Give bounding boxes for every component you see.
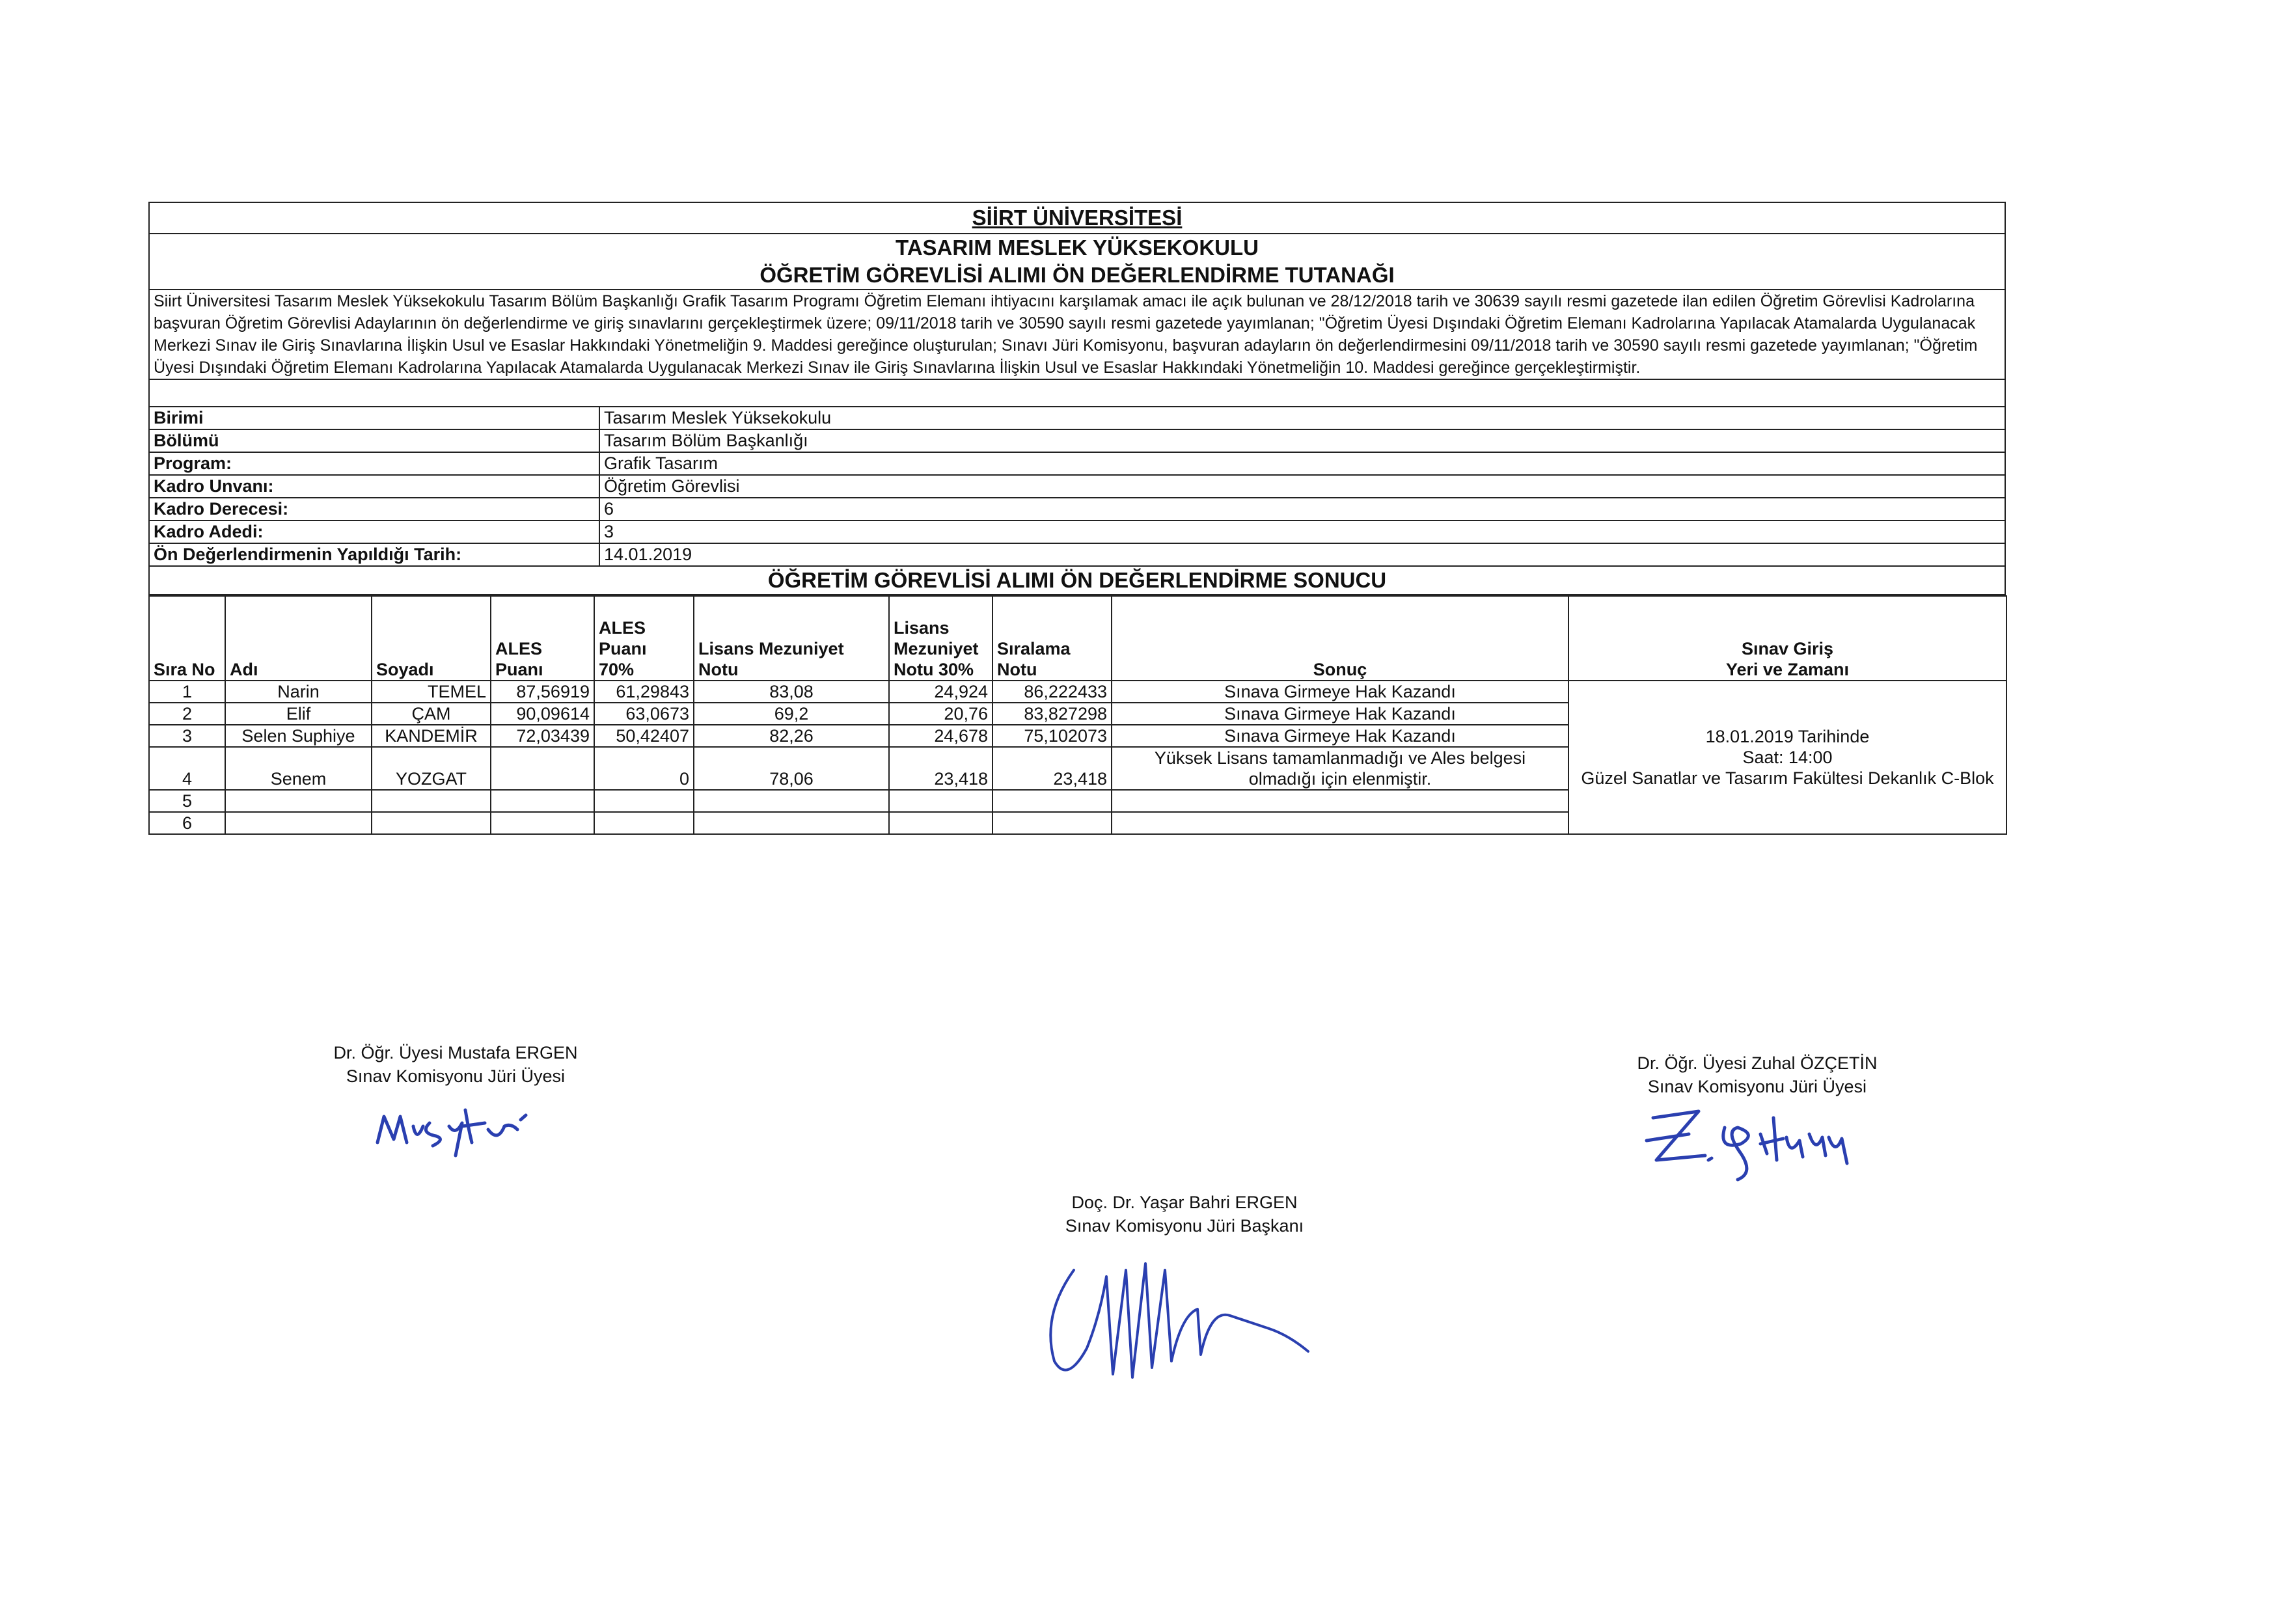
col-sinav-line1: Sınav Giriş <box>1741 639 1834 658</box>
cell-sira: 1 <box>149 681 225 703</box>
cell-lisans30: 20,76 <box>889 703 992 725</box>
cell-lisans30 <box>889 812 992 834</box>
signature-block-2 <box>1588 1051 1926 1189</box>
cell-siralama: 75,102073 <box>992 725 1112 747</box>
cell-lisans <box>694 812 889 834</box>
cell-adi: Selen Suphiye <box>225 725 372 747</box>
cell-ales: 87,56919 <box>491 681 594 703</box>
cell-sonuc <box>1112 703 1568 725</box>
cell-sonuc-line1: Sınava Girmeye Hak Kazandı <box>1224 726 1456 746</box>
cell-sira: 2 <box>149 703 225 725</box>
col-sinav <box>1568 596 2006 681</box>
info-label: Birimi <box>149 407 599 429</box>
col-adi: Adı <box>225 596 372 681</box>
cell-adi <box>225 790 372 812</box>
cell-ales <box>491 747 594 790</box>
cell-ales70: 0 <box>594 747 694 790</box>
results-header-row <box>149 596 2006 681</box>
cell-sonuc <box>1112 747 1568 790</box>
col-lisans30-line3: Notu 30% <box>894 660 974 679</box>
cell-lisans: 82,26 <box>694 725 889 747</box>
col-siralama-line1: Sıralama <box>997 639 1071 658</box>
cell-soyadi <box>372 812 491 834</box>
info-label: Kadro Derecesi: <box>149 498 599 521</box>
cell-siralama <box>992 790 1112 812</box>
col-ales70 <box>594 596 694 681</box>
signer-name: Dr. Öğr. Üyesi Mustafa ERGEN <box>333 1043 578 1062</box>
cell-sonuc-line1: Sınava Girmeye Hak Kazandı <box>1224 704 1456 724</box>
cell-sonuc-line1: Yüksek Lisans tamamlanmadığı ve Ales belgesi <box>1154 748 1526 768</box>
cell-ales: 90,09614 <box>491 703 594 725</box>
cell-sonuc <box>1112 725 1568 747</box>
spacer <box>148 380 2006 406</box>
cell-sonuc <box>1112 812 1568 834</box>
info-value: Öğretim Görevlisi <box>599 475 2005 498</box>
col-lisans <box>694 596 889 681</box>
cell-lisans30: 23,418 <box>889 747 992 790</box>
signer-role: Sınav Komisyonu Jüri Üyesi <box>1647 1077 1867 1096</box>
cell-sonuc-line1: Sınava Girmeye Hak Kazandı <box>1224 682 1456 701</box>
col-sonuc: Sonuç <box>1112 596 1568 681</box>
school-title-cell <box>149 234 2005 290</box>
cell-soyadi: YOZGAT <box>372 747 491 790</box>
cell-lisans: 83,08 <box>694 681 889 703</box>
cell-sonuc <box>1112 681 1568 703</box>
col-soyadi: Soyadı <box>372 596 491 681</box>
info-row <box>149 521 2005 543</box>
results-table <box>148 595 2007 835</box>
col-ales <box>491 596 594 681</box>
cell-sira: 5 <box>149 790 225 812</box>
cell-sira: 6 <box>149 812 225 834</box>
results-title: ÖĞRETİM GÖREVLİSİ ALIMI ÖN DEĞERLENDİRME SONUCU <box>149 567 2005 595</box>
signature-block-3 <box>1015 1191 1354 1394</box>
signature-mustafa <box>358 1097 553 1162</box>
info-label: Program: <box>149 452 599 475</box>
info-label: Kadro Adedi: <box>149 521 599 543</box>
cell-ales <box>491 790 594 812</box>
info-value: Tasarım Meslek Yüksekokulu <box>599 407 2005 429</box>
cell-adi: Narin <box>225 681 372 703</box>
intro-paragraph: Siirt Üniversitesi Tasarım Meslek Yüksekokulu Tasarım Bölüm Başkanlığı Grafik Tasarım Programı Öğretim Elemanı ihtiyacını karşılamak amacı ile açık bulunan ve 28/12/2018 tarih ve 30639 sayılı resmi gazetede ilan edilen Öğretim Görevlisi Kadrolarına başvuran Öğretim Görevlisi Adaylarının ön değerlendirme ve giriş sınavlarını gerçekleştirmek üzere; 09/11/2018 tarih ve 30590 sayılı resmi gazetede yayımlanan; "Öğretim Üyesi Dışındaki Öğretim Elemanı Kadrolarına Yapılacak Atamalarda Uygulanacak Merkezi Sınav ile Giriş Sınavlarına İlişkin Usul ve Esaslar Hakkındaki Yönetmeliğin 9. Maddesi gereğince oluşturulan; Sınavı Jüri Komisyonu, başvuran adayların ön değerlendirmesini 09/11/2018 tarih ve 30590 sayılı resmi gazetede yayımlanan; "Öğretim Üyesi Dışındaki Öğretim Elemanı Kadrolarına Yapılacak Atamalarda Uygulanacak Merkezi Sınav ile Giriş Sınavlarına İlişkin Usul ve Esaslar Hakkındaki Yönetmeliğin 10. Maddesi gereğince gerçekleştirmiştir. <box>149 290 2005 379</box>
document <box>148 202 2006 835</box>
cell-siralama: 23,418 <box>992 747 1112 790</box>
signer-role: Sınav Komisyonu Jüri Üyesi <box>346 1066 566 1086</box>
signer-role: Sınav Komisyonu Jüri Başkanı <box>1065 1216 1304 1236</box>
cell-lisans: 78,06 <box>694 747 889 790</box>
signature-yasar <box>1015 1238 1354 1394</box>
col-siralama-line2: Notu <box>997 660 1037 679</box>
info-value: 14.01.2019 <box>599 543 2005 566</box>
table-row <box>149 681 2006 703</box>
col-siralama <box>992 596 1112 681</box>
exam-date: 18.01.2019 Tarihinde <box>1705 727 1870 746</box>
col-sinav-line2: Yeri ve Zamanı <box>1725 660 1850 679</box>
cell-sonuc-line2: olmadığı için elenmiştir. <box>1248 769 1432 789</box>
cell-ales70: 63,0673 <box>594 703 694 725</box>
info-row <box>149 452 2005 475</box>
document-title: ÖĞRETİM GÖREVLİSİ ALIMI ÖN DEĞERLENDİRME TUTANAĞI <box>760 263 1395 287</box>
results-title-table <box>148 567 2006 595</box>
col-lisans-line1: Lisans Mezuniyet <box>698 639 844 658</box>
cell-sira: 4 <box>149 747 225 790</box>
info-row <box>149 498 2005 521</box>
col-ales70-line3: 70% <box>599 660 635 679</box>
cell-soyadi <box>372 790 491 812</box>
cell-lisans: 69,2 <box>694 703 889 725</box>
col-lisans30-line1: Lisans <box>894 618 950 638</box>
cell-exam-info <box>1568 681 2006 834</box>
info-label: Ön Değerlendirmenin Yapıldığı Tarih: <box>149 543 599 566</box>
cell-sira: 3 <box>149 725 225 747</box>
col-lisans-line2: Notu <box>698 660 739 679</box>
cell-ales70 <box>594 790 694 812</box>
info-row <box>149 543 2005 566</box>
cell-ales: 72,03439 <box>491 725 594 747</box>
cell-soyadi: KANDEMİR <box>372 725 491 747</box>
cell-sonuc <box>1112 790 1568 812</box>
university-name: SİİRT ÜNİVERSİTESİ <box>149 202 2005 234</box>
cell-lisans30: 24,678 <box>889 725 992 747</box>
cell-siralama: 86,222433 <box>992 681 1112 703</box>
info-value: Tasarım Bölüm Başkanlığı <box>599 429 2005 452</box>
cell-lisans30: 24,924 <box>889 681 992 703</box>
signer-name: Doç. Dr. Yaşar Bahri ERGEN <box>1071 1193 1298 1212</box>
cell-ales <box>491 812 594 834</box>
info-value: 3 <box>599 521 2005 543</box>
school-name: TASARIM MESLEK YÜKSEKOKULU <box>896 236 1259 260</box>
cell-ales70 <box>594 812 694 834</box>
cell-ales70: 61,29843 <box>594 681 694 703</box>
info-value: Grafik Tasarım <box>599 452 2005 475</box>
col-ales70-line1: ALES <box>599 618 646 638</box>
cell-adi <box>225 812 372 834</box>
signer-name: Dr. Öğr. Üyesi Zuhal ÖZÇETİN <box>1637 1053 1878 1073</box>
cell-siralama: 83,827298 <box>992 703 1112 725</box>
info-row <box>149 407 2005 429</box>
signature-zuhal <box>1627 1098 1887 1189</box>
cell-lisans <box>694 790 889 812</box>
header-table <box>148 202 2006 290</box>
col-sira: Sıra No <box>149 596 225 681</box>
col-ales70-line2: Puanı <box>599 639 647 658</box>
info-value: 6 <box>599 498 2005 521</box>
cell-soyadi: ÇAM <box>372 703 491 725</box>
signature-block-1 <box>286 1041 625 1162</box>
cell-adi: Elif <box>225 703 372 725</box>
info-row <box>149 429 2005 452</box>
cell-adi: Senem <box>225 747 372 790</box>
col-lisans30 <box>889 596 992 681</box>
intro-table <box>148 290 2006 380</box>
col-ales-line2: Puanı <box>495 660 543 679</box>
exam-time: Saat: 14:00 <box>1742 748 1833 767</box>
cell-lisans30 <box>889 790 992 812</box>
exam-place: Güzel Sanatlar ve Tasarım Fakültesi Dekanlık C-Blok <box>1581 768 1994 788</box>
cell-ales70: 50,42407 <box>594 725 694 747</box>
info-table <box>148 406 2006 567</box>
info-row <box>149 475 2005 498</box>
info-label: Bölümü <box>149 429 599 452</box>
cell-siralama <box>992 812 1112 834</box>
col-ales-line1: ALES <box>495 639 543 658</box>
info-label: Kadro Unvanı: <box>149 475 599 498</box>
col-lisans30-line2: Mezuniyet <box>894 639 979 658</box>
cell-soyadi: TEMEL <box>372 681 491 703</box>
